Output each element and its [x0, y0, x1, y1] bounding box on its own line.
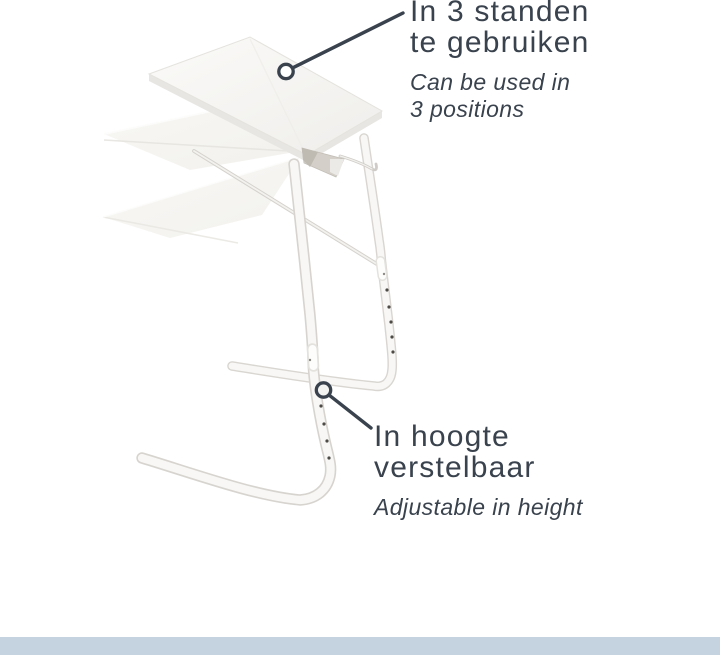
feature-subtitle: [374, 494, 583, 521]
callout-marker-icon: [316, 383, 330, 397]
feature-title-line: te gebruiken: [410, 26, 590, 59]
collar-screw: [309, 359, 311, 361]
bottom-bar: [0, 637, 720, 655]
callout-line: [292, 13, 403, 68]
feature-height-label: [374, 421, 583, 521]
feature-subtitle-line: Adjustable in height: [374, 494, 583, 520]
feature-subtitle-line: Can be used in: [410, 69, 571, 95]
feature-subtitle-line: 3 positions: [410, 96, 525, 122]
callout-line: [329, 395, 371, 428]
callout-marker-icon: [279, 64, 293, 78]
collar-screw: [383, 273, 385, 275]
feature-title-line: In 3 standen: [410, 0, 590, 28]
feature-title-line: In hoogte: [374, 420, 510, 453]
feature-positions-label: [410, 0, 590, 123]
feature-title-line: verstelbaar: [374, 451, 536, 484]
feature-subtitle: [410, 69, 590, 123]
